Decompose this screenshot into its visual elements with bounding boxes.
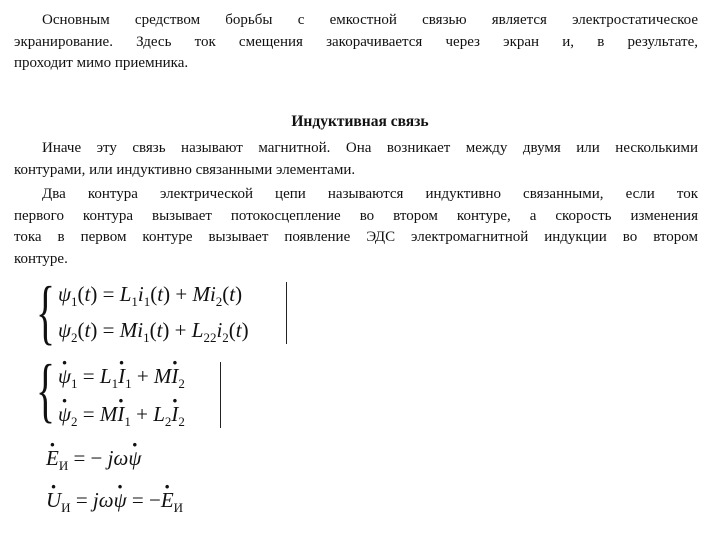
equation-psi2: $\psi_2(t) = Mi_1(t) + L_{22}i_2(t)$ — [58, 318, 249, 345]
right-bar — [216, 362, 221, 428]
equation-u: $U \cdot_И = j\omega\psi$ · = $-E \cdot_И$ — [46, 488, 183, 516]
equation-psi1: $\psi_1(t) = L_1i_1(t) + Mi_2(t)$ — [58, 282, 243, 309]
equation-e: $E \cdot_И$ = − jωψ · — [46, 446, 141, 474]
intro-line-2: экранирование. Здесь ток смещения закорачивается через экран и, в результате, — [14, 33, 698, 50]
left-brace: { — [36, 350, 56, 430]
intro-line-3: проходит мимо приемника. — [14, 55, 189, 71]
section-heading: Индуктивная связь — [291, 113, 429, 130]
p2-line-3: тока в первом контуре вызывает появление ЭДС электромагнитной индукции во втором — [14, 229, 698, 245]
p2-line-1: Два контура электрической цепи называются индуктивно связанными, если ток — [42, 186, 698, 202]
left-brace: { — [36, 272, 56, 352]
paragraph-2 — [14, 184, 698, 270]
intro-paragraph — [14, 10, 698, 75]
p2-line-2: первого контура вызывает потокосцепление во втором контуре, а скорость изменения — [14, 207, 698, 224]
intro-line-1: Основным средством борьбы с емкостной связью является электростатическое — [42, 12, 698, 28]
p1-line-2: контурами, или индуктивно связанными элементами. — [14, 161, 356, 178]
equation-psi2-dot: $\psi \cdot_2$ = MI $\cdot_1 + L_2I \cdot_2$ — [58, 402, 185, 430]
equation-psi1-dot: $\psi \cdot_1 = L_1I \cdot_1$ + MI $\cdot_2$ — [58, 364, 185, 392]
p1-line-1: Иначе эту связь называют магнитной. Она возникает между двумя или несколькими — [42, 140, 698, 156]
paragraph-1 — [14, 138, 698, 181]
right-bar — [282, 282, 287, 344]
p2-line-4: контуре. — [14, 250, 68, 267]
